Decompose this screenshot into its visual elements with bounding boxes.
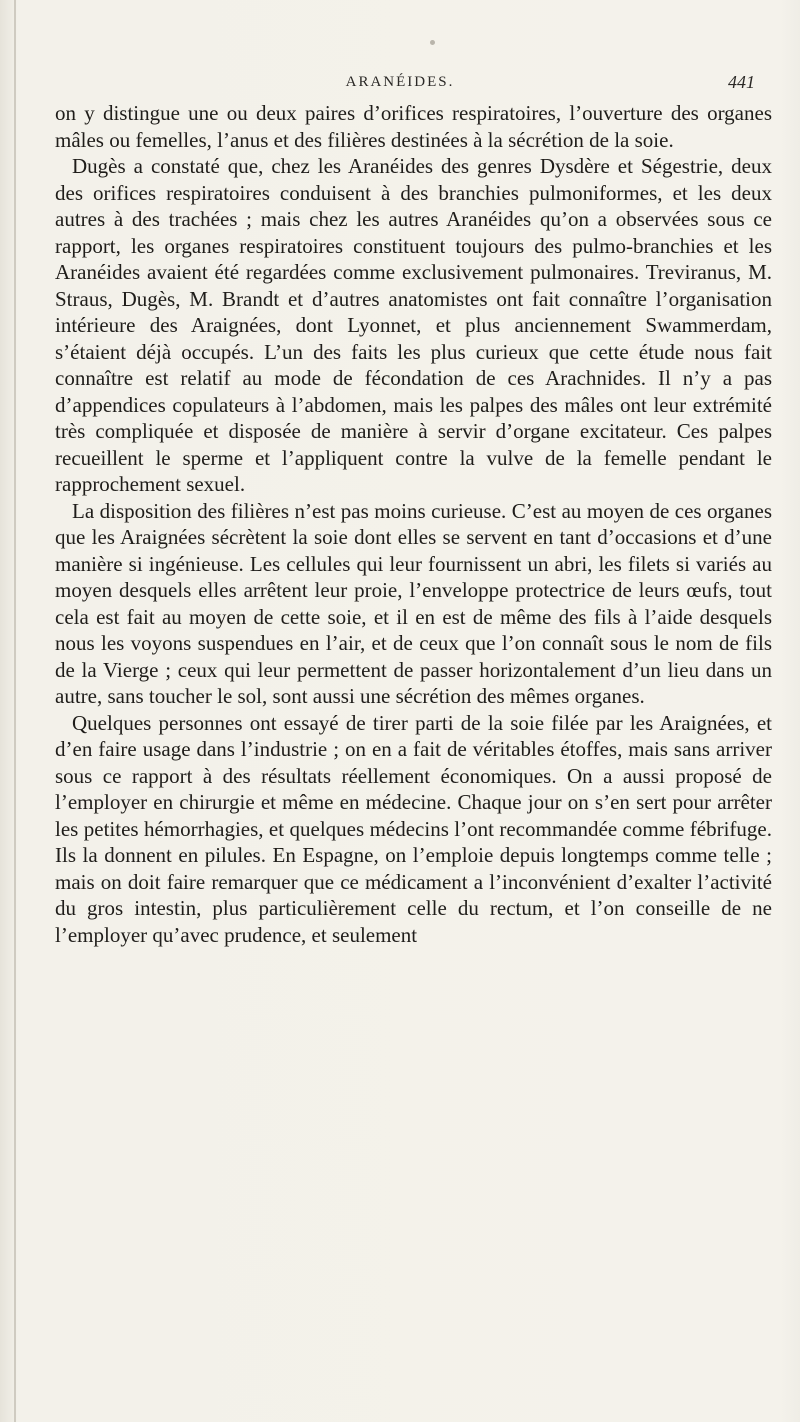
running-title: ARANÉIDES. <box>345 74 455 90</box>
paragraph-filieres: La disposition des filières n’est pas moins curieuse. C’est au moyen de ces organes que les Araignées sécrètent la soie dont elles se servent en tant d’occasions et d’une manière si ingénieuse. Les cellules qui leur fournissent un abri, les filets si variés au moyen desquels elles arrêtent leur proie, l’enveloppe protectrice de leurs œufs, tout cela est fait au moyen de cette soie, et il en est de même des fils à l’aide desquels nous les voyons suspendues en l’air, et de ceux que l’on connaît sous le nom de fils de la Vierge ; ceux qui leur permettent de passer horizontalement d’un lieu dans un autre, sans toucher le sol, sont aussi une sécrétion des mêmes organes. <box>55 498 772 708</box>
paragraph-silk-uses: Quelques personnes ont essayé de tirer parti de la soie filée par les Araignées, et d’en faire usage dans l’industrie ; on en a fait de véritables étoffes, mais sans arriver sous ce rapport à des résultats réellement économiques. On a aussi proposé de l’employer en chirurgie et même en médecine. Chaque jour on s’en sert pour arrêter les petites hémorrhagies, et quelques médecins l’ont recommandée comme fébrifuge. Ils la donnent en pilules. En Espagne, on l’emploie depuis longtemps comme telle ; mais on doit faire remarquer que ce médicament a l’inconvénient d’exalter l’activité du gros intestin, plus particulièrement celle du rectum, et l’on conseille de ne l’employer qu’avec prudence, et seulement <box>55 710 772 947</box>
paragraph-respiration: Dugès a constaté que, chez les Aranéides des genres Dysdère et Ségestrie, deux des orifices respiratoires conduisent à des branchies pulmoniformes, et les deux autres à des trachées ; mais chez les autres Aranéides qu’on a observées sous ce rapport, les organes respiratoires constituent toujours des pulmo-branchies et les Aranéides avaient été regardées comme exclusivement pulmonaires. Treviranus, M. Straus, Dugès, M. Brandt et d’autres anatomistes ont fait connaître l’organisation intérieure des Araignées, dont Lyonnet, et plus anciennement Swammerdam, s’étaient déjà occupés. L’un des faits les plus curieux que cette étude nous fait connaître est relatif au mode de fécondation de ces Arachnides. Il n’y a pas d’appendices copulateurs à l’abdomen, mais les palpes des mâles ont leur extrémité très compliquée et disposée de manière à servir d’organe excitateur. Ces palpes recueillent le sperme et l’appliquent contre la vulve de la femelle pendant le rapprochement sexuel. <box>55 154 772 496</box>
body-text <box>55 100 772 948</box>
ink-speck <box>430 40 435 45</box>
page-number: 441 <box>728 72 755 92</box>
paragraph-continuation: on y distingue une ou deux paires d’orifices respiratoires, l’ouverture des organes mâles ou femelles, l’anus et des filières destinées à la sécrétion de la soie. <box>55 101 772 152</box>
binding-gutter-line <box>14 0 16 1422</box>
